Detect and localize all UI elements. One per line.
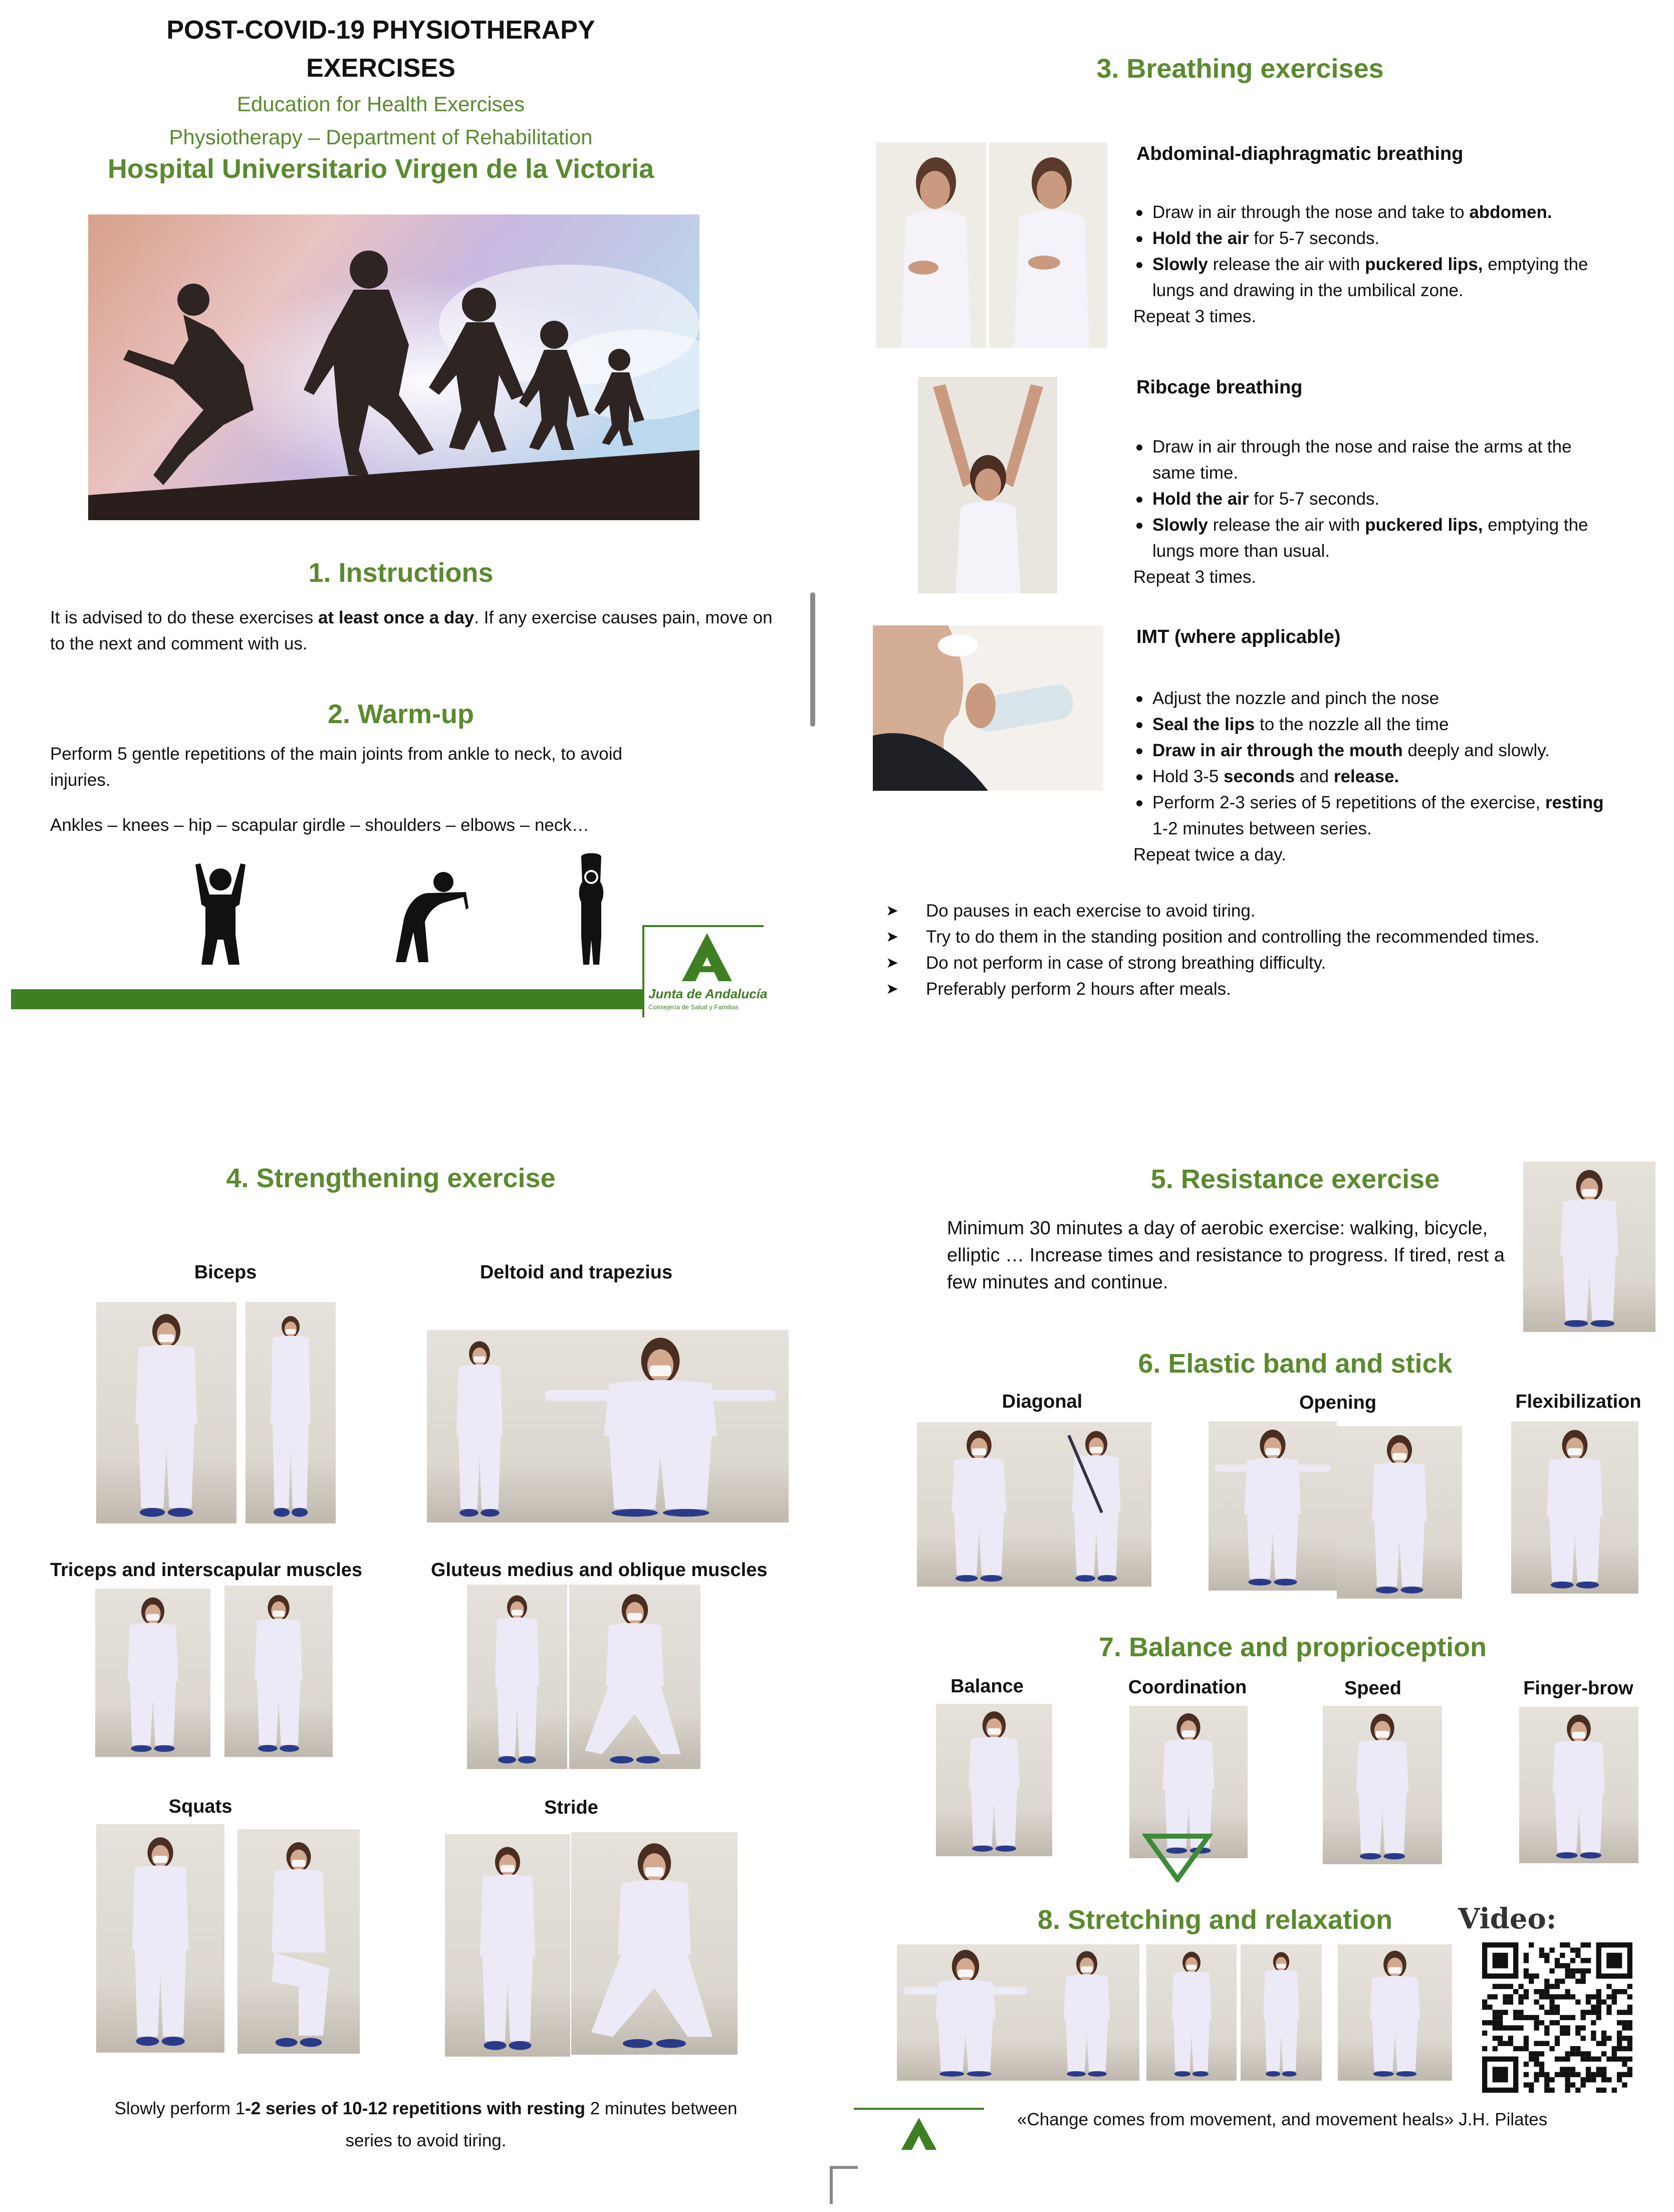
abdominal-step-3: Slowly release the air with puckered lips, emptying the lungs and drawing in the umbilical zone. [1133, 252, 1614, 304]
hospital-name: Hospital Universitario Virgen de la Victoria [107, 154, 654, 184]
note-part-b: -2 series of 10-12 repetitions with resting [245, 2099, 585, 2118]
imt-step-2: Seal the lips to the nozzle all the time [1133, 712, 1614, 738]
exercise-photo [532, 1330, 789, 1522]
imt-title: IMT (where applicable) [1136, 626, 1341, 647]
junta-logo-a-icon [679, 932, 735, 982]
exercise-photo [1519, 1707, 1638, 1863]
ribcage-bullets [1133, 434, 1614, 590]
abdominal-title: Abdominal-diaphragmatic breathing [1136, 143, 1464, 164]
resistance-heading: 5. Resistance exercise [1150, 1164, 1440, 1194]
exercise-photo [1338, 1944, 1452, 2081]
exercise-photo [96, 1302, 236, 1523]
exercise-photo [1041, 1422, 1151, 1587]
warmup-heading: 2. Warm-up [327, 699, 474, 729]
breathing-tip: ➤ Do not perform in case of strong breathing difficulty. [886, 950, 1637, 976]
ribcage-repeat: Repeat 3 times. [1133, 567, 1257, 587]
breathing-tips [886, 898, 1637, 1002]
abdominal-bullets [1133, 199, 1614, 330]
exercise-photo [224, 1586, 333, 1757]
video-qr-code[interactable] [1482, 1942, 1632, 2093]
page-title [90, 11, 671, 87]
exercise-photo [1209, 1421, 1337, 1591]
label-finger-brow: Finger-brow [1523, 1678, 1633, 1699]
imt-bullets [1133, 686, 1614, 868]
warmup-joints: Ankles – knees – hip – scapular girdle – shoulders – elbows – neck… [50, 815, 589, 835]
imt-step-5: Perform 2-3 series of 5 repetitions of the exercise, resting 1-2 minutes between series. [1133, 790, 1614, 842]
label-flexibilization: Flexibilization [1515, 1391, 1641, 1412]
warmup-arms-up-icon [185, 859, 256, 970]
imt-step-4: Hold 3-5 seconds and release. [1133, 764, 1614, 790]
note-line-2: series to avoid tiring. [345, 2131, 507, 2150]
abdominal-photo-1 [876, 142, 986, 348]
instructions-text-a: It is advised to do these exercises [50, 608, 318, 627]
title-line-2: EXERCISES [306, 54, 455, 83]
strengthening-note [50, 2093, 802, 2157]
quote: «Change comes from movement, and movement heals» J.H. Pilates [1017, 2110, 1548, 2129]
label-biceps: Biceps [194, 1262, 257, 1283]
imt-repeat: Repeat twice a day. [1133, 845, 1286, 864]
exercise-photo [1034, 1944, 1139, 2081]
subtitle-department: Physiotherapy – Department of Rehabilitation [169, 125, 593, 149]
exercise-photo [917, 1422, 1041, 1587]
junta-logo [642, 925, 768, 1017]
instructions-text-bold: at least once a day [318, 608, 474, 627]
balance-heading: 7. Balance and proprioception [1098, 1632, 1487, 1662]
exercise-photo [1241, 1944, 1322, 2081]
breathing-heading: 3. Breathing exercises [1096, 54, 1384, 84]
label-triceps: Triceps and interscapular muscles [50, 1560, 363, 1581]
junta-logo-department: Consejería de Salud y Familias [648, 1003, 739, 1011]
scrollbar-thumb[interactable] [810, 592, 815, 727]
imt-step-1: Adjust the nozzle and pinch the nose [1133, 686, 1614, 712]
exercise-photo [96, 1824, 224, 2053]
exercise-photo [936, 1704, 1052, 1856]
exercise-photo [467, 1585, 567, 1769]
label-speed: Speed [1344, 1678, 1402, 1699]
warmup-text: Perform 5 gentle repetitions of the main joints from ankle to neck, to avoid injuries. [50, 744, 622, 790]
breathing-tip: ➤ Preferably perform 2 hours after meals. [886, 976, 1637, 1002]
label-balance: Balance [950, 1676, 1024, 1697]
abdominal-step-2: Hold the air for 5-7 seconds. [1133, 226, 1614, 252]
label-deltoid: Deltoid and trapezius [480, 1262, 673, 1283]
exercise-photo [1323, 1706, 1442, 1864]
note-part-a: Slowly perform 1 [114, 2099, 246, 2118]
hero-image [88, 214, 699, 520]
ribcage-title: Ribcage breathing [1136, 377, 1303, 398]
page1-footer-bar [11, 989, 643, 1009]
label-coordination: Coordination [1128, 1677, 1247, 1698]
abdominal-repeat: Repeat 3 times. [1133, 307, 1257, 326]
coordination-triangle-icon [1142, 1832, 1213, 1882]
exercise-photo [1146, 1944, 1237, 2081]
junta-logo-bottom [854, 2108, 984, 2150]
instructions-text-c: . If any exercise causes pain, move on to the next and comment with us. [50, 608, 773, 653]
label-diagonal: Diagonal [1002, 1391, 1083, 1412]
instructions-text [50, 605, 782, 657]
video-label: Video: [1458, 1902, 1557, 1935]
exercise-photo [445, 1834, 570, 2057]
elastic-heading: 6. Elastic band and stick [1138, 1349, 1453, 1379]
junta-logo-name: Junta de Andalucía [648, 986, 768, 1001]
imt-photo [873, 625, 1103, 791]
breathing-tip: ➤ Try to do them in the standing position and controlling the recommended times. [886, 924, 1637, 950]
corner-mark [830, 2166, 858, 2204]
exercise-photo [95, 1589, 210, 1757]
title-line-1: POST-COVID-19 PHYSIOTHERAPY [166, 16, 595, 45]
strengthening-heading: 4. Strengthening exercise [226, 1163, 556, 1193]
label-opening: Opening [1299, 1392, 1377, 1413]
resistance-text: Minimum 30 minutes a day of aerobic exercise: walking, bicycle, elliptic … Increase times and resistance to progress. If tired, rest a few minutes and continue. [947, 1218, 1505, 1293]
subtitle-education: Education for Health Exercises [236, 92, 525, 116]
ribcage-step-1: Draw in air through the nose and raise the arms at the same time. [1133, 434, 1614, 486]
exercise-photo [1511, 1421, 1638, 1594]
warmup-side-bend-icon [386, 862, 471, 967]
abdominal-step-1: Draw in air through the nose and take to abdomen. [1133, 199, 1614, 226]
label-stride: Stride [544, 1797, 598, 1818]
instructions-heading: 1. Instructions [308, 558, 494, 588]
exercise-photo [1523, 1162, 1655, 1332]
exercise-photo [246, 1302, 336, 1523]
exercise-photo [897, 1944, 1034, 2081]
exercise-photo [427, 1330, 532, 1522]
ribcage-step-3: Slowly release the air with puckered lips, emptying the lungs more than usual. [1133, 512, 1614, 564]
note-part-c: 2 minutes between [585, 2099, 738, 2118]
exercise-photo [1337, 1426, 1462, 1599]
abdominal-photo-2 [989, 142, 1107, 348]
junta-logo-bottom-a-icon [896, 2117, 941, 2150]
exercise-photo [237, 1829, 360, 2054]
exercise-photo [571, 1832, 738, 2055]
stretching-heading: 8. Stretching and relaxation [1037, 1905, 1393, 1935]
warmup-arms-overhead-icon [571, 852, 611, 967]
imt-step-3: Draw in air through the mouth deeply and slowly. [1133, 738, 1614, 764]
label-gluteus: Gluteus medius and oblique muscles [431, 1560, 768, 1581]
ribcage-step-2: Hold the air for 5-7 seconds. [1133, 486, 1614, 512]
label-squats: Squats [168, 1796, 232, 1817]
exercise-photo [569, 1585, 700, 1769]
ribcage-photo [918, 377, 1057, 593]
breathing-tip: ➤ Do pauses in each exercise to avoid tiring. [886, 898, 1637, 924]
